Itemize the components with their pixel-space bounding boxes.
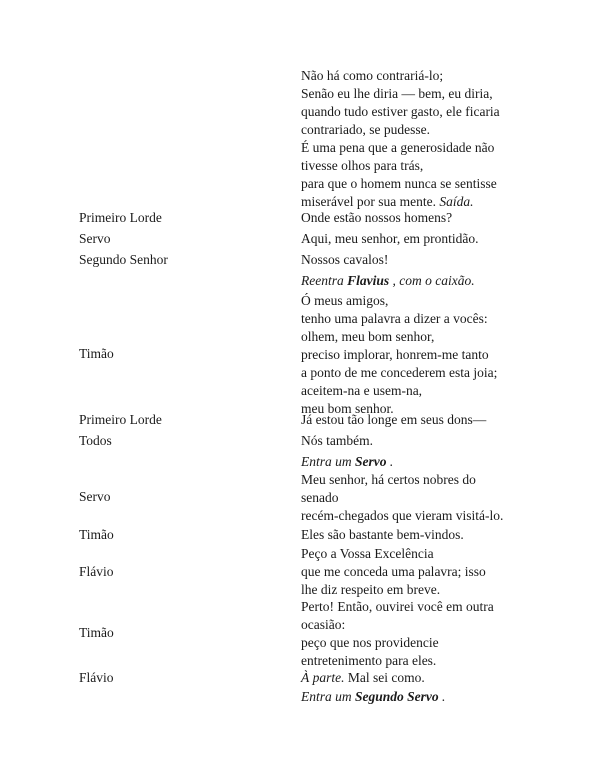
stage-character: Flavius xyxy=(347,273,390,288)
speech-line-text: Mal sei como. xyxy=(344,670,425,685)
speech-line: tenho uma palavra a dizer a vocês: xyxy=(301,311,488,326)
speech-block xyxy=(301,67,541,211)
speech-line: para que o homem nunca se sentisse xyxy=(301,176,497,191)
speech-line: olhem, meu bom senhor, xyxy=(301,329,435,344)
speech-line: Onde estão nossos homens? xyxy=(301,210,453,225)
speech-line: Já estou tão longe em seus dons— xyxy=(301,412,487,427)
stage-text: Entra um xyxy=(301,689,355,704)
speech-block xyxy=(301,230,541,248)
stage-character: Servo xyxy=(355,454,387,469)
speech-block xyxy=(301,432,541,450)
stage-text: , com o caixão. xyxy=(389,273,475,288)
speech-line: senado xyxy=(301,490,339,505)
speech-line: contrariado, se pudesse. xyxy=(301,122,430,137)
stage-text: Reentra xyxy=(301,273,348,288)
speech-line: Não há como contrariá-lo; xyxy=(301,68,444,83)
speech-line: Perto! Então, ouvirei você em outra xyxy=(301,599,494,614)
speech-block xyxy=(301,526,541,544)
speech-line: Peço a Vossa Excelência xyxy=(301,546,434,561)
speech-block xyxy=(301,471,541,525)
speaker-name: Timão xyxy=(79,346,114,361)
speech-line: que me conceda uma palavra; isso xyxy=(301,564,486,579)
speech-line: preciso implorar, honrem-me tanto xyxy=(301,347,489,362)
speaker-name: Primeiro Lorde xyxy=(79,210,162,225)
stage-text: . xyxy=(386,454,394,469)
speech-line: Senão eu lhe diria — bem, eu diria, xyxy=(301,86,493,101)
stage-direction xyxy=(301,272,541,290)
speech-line: meu bom senhor. xyxy=(301,401,394,416)
speech-line: Eles são bastante bem-vindos. xyxy=(301,527,464,542)
speaker-name: Servo xyxy=(79,231,111,246)
speech-line: recém-chegados que vieram visitá-lo. xyxy=(301,508,504,523)
speaker-name: Servo xyxy=(79,489,111,504)
speaker-name: Segundo Senhor xyxy=(79,252,168,267)
speech-line: Ó meus amigos, xyxy=(301,293,389,308)
stage-direction xyxy=(301,688,541,706)
speech-line: Nós também. xyxy=(301,433,373,448)
speech-block xyxy=(301,411,541,429)
speech-line xyxy=(301,669,541,687)
speech-block xyxy=(301,292,541,418)
stage-direction: Saída. xyxy=(439,194,474,209)
speech-line: É uma pena que a generosidade não xyxy=(301,140,495,155)
speech-line: Nossos cavalos! xyxy=(301,252,389,267)
speaker-name: Timão xyxy=(79,527,114,542)
speech-line-text: miserável por sua mente. xyxy=(301,194,440,209)
stage-text: Entra um xyxy=(301,454,355,469)
speaker-name: Timão xyxy=(79,625,114,640)
speech-line: ocasião: xyxy=(301,617,346,632)
stage-direction xyxy=(301,453,541,471)
speech-block xyxy=(301,669,541,687)
speech-line: quando tudo estiver gasto, ele ficaria xyxy=(301,104,500,119)
speaker-name: Flávio xyxy=(79,670,114,685)
speech-line: peço que nos providencie xyxy=(301,635,439,650)
speech-line: lhe diz respeito em breve. xyxy=(301,582,441,597)
speech-block xyxy=(301,598,541,670)
speech-line: tivesse olhos para trás, xyxy=(301,158,424,173)
stage-text: . xyxy=(438,689,446,704)
speech-block xyxy=(301,209,541,227)
speaker-name: Flávio xyxy=(79,564,114,579)
speech-line: Meu senhor, há certos nobres do xyxy=(301,472,476,487)
stage-direction: À parte. xyxy=(301,670,345,685)
speech-line: entretenimento para eles. xyxy=(301,653,437,668)
speech-line: Aqui, meu senhor, em prontidão. xyxy=(301,231,479,246)
speech-block xyxy=(301,545,541,599)
speaker-name: Primeiro Lorde xyxy=(79,412,162,427)
speaker-name: Todos xyxy=(79,433,112,448)
speech-block xyxy=(301,251,541,269)
stage-character: Segundo Servo xyxy=(355,689,439,704)
speech-line: aceitem-na e usem-na, xyxy=(301,383,423,398)
speech-line: a ponto de me concederem esta joia; xyxy=(301,365,498,380)
